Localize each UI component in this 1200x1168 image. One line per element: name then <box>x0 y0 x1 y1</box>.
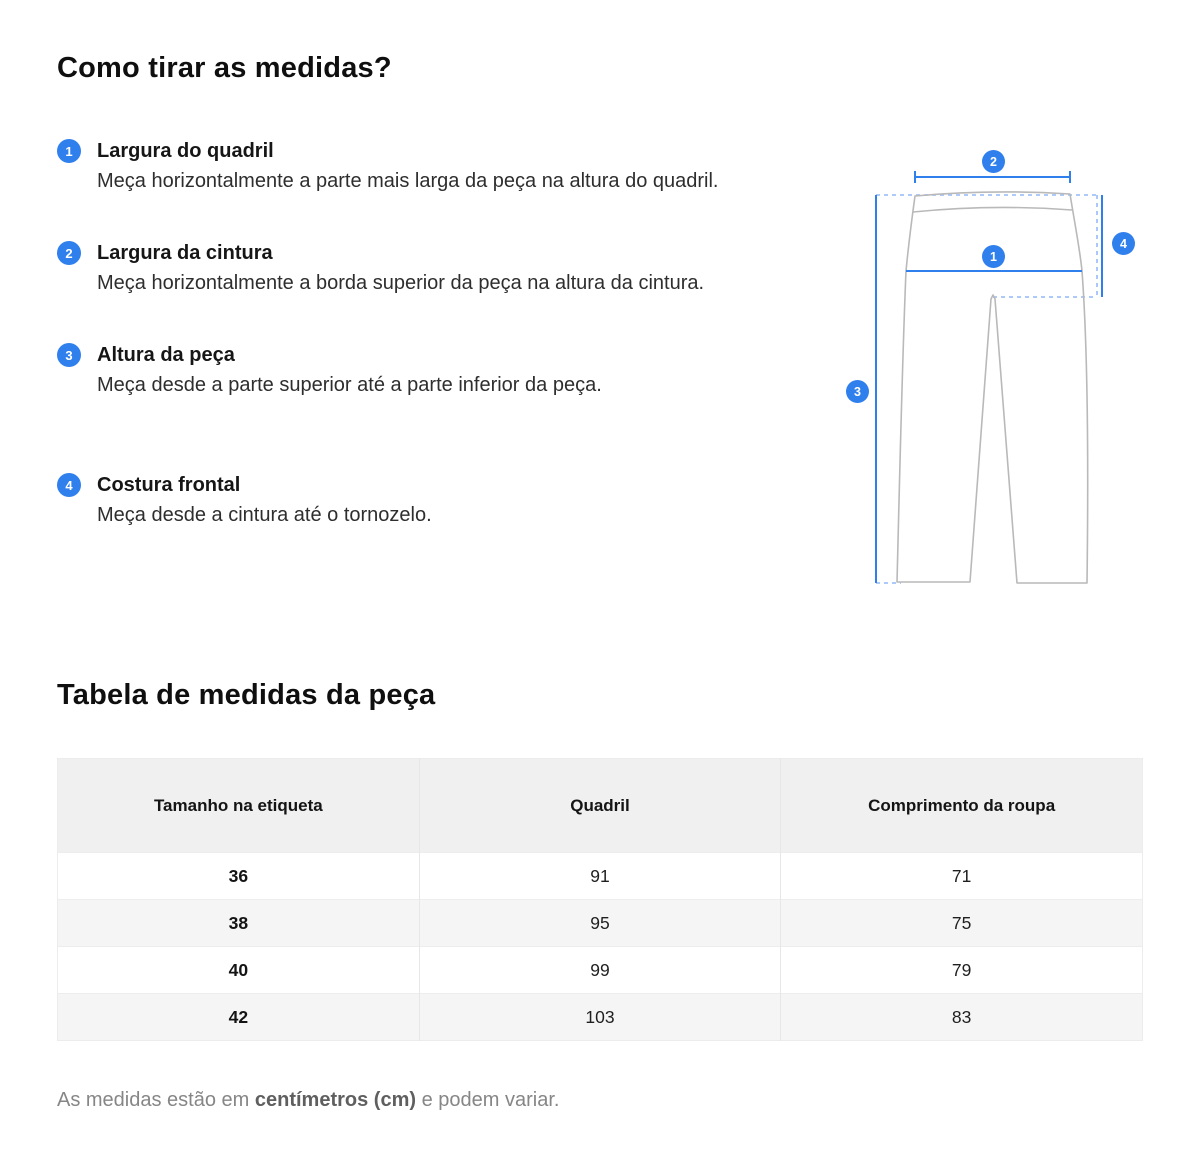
diagram-marker-waist: 2 <box>982 150 1005 173</box>
size-table-row <box>58 947 1143 994</box>
size-table-header-row <box>58 759 1143 853</box>
measure-value-cell: 103 <box>419 994 781 1041</box>
step-number-badge: 3 <box>57 343 81 367</box>
how-to-measure-title: Como tirar as medidas? <box>57 52 392 84</box>
measurement-steps-list <box>57 139 757 529</box>
diagram-marker-height: 3 <box>846 380 869 403</box>
size-table-row <box>58 900 1143 947</box>
size-label-cell: 42 <box>228 1006 249 1027</box>
step-description: Meça horizontalmente a borda superior da peça na altura da cintura. <box>97 272 705 294</box>
size-label-cell: 40 <box>228 959 249 980</box>
step-description: Meça desde a parte superior até a parte inferior da peça. <box>97 374 602 396</box>
measure-value-cell: 75 <box>781 900 1143 947</box>
step-description: Meça desde a cintura até o tornozelo. <box>97 504 432 526</box>
measure-value-cell: 79 <box>781 947 1143 994</box>
size-table-title: Tabela de medidas da peça <box>57 679 436 711</box>
diagram-marker-hip: 1 <box>982 245 1005 268</box>
measure-value-cell: 95 <box>419 900 781 947</box>
units-note-bold: centímetros (cm) <box>254 1089 417 1111</box>
size-table <box>57 758 1143 1041</box>
size-label-cell: 36 <box>228 865 249 886</box>
measure-value-cell: 99 <box>419 947 781 994</box>
step-number-badge: 4 <box>57 473 81 497</box>
measure-value-cell: 91 <box>419 853 781 900</box>
measurement-step <box>57 241 757 297</box>
size-label-cell: 38 <box>228 912 249 933</box>
step-title: Largura da cintura <box>97 242 273 264</box>
step-title: Costura frontal <box>97 474 241 496</box>
size-table-column-header: Comprimento da roupa <box>781 759 1143 853</box>
size-table-column-header: Tamanho na etiqueta <box>58 759 420 853</box>
pants-diagram-svg <box>825 125 1165 605</box>
size-table-row <box>58 994 1143 1041</box>
step-title: Largura do quadril <box>97 140 274 162</box>
measure-value-cell: 83 <box>781 994 1143 1041</box>
measure-value-cell: 71 <box>781 853 1143 900</box>
size-table-container <box>57 758 1143 1041</box>
measurement-step <box>57 473 757 529</box>
units-note-prefix: As medidas estão em <box>57 1089 255 1111</box>
waistband-line <box>913 207 1072 212</box>
measurement-step <box>57 139 757 195</box>
units-note <box>57 1086 559 1114</box>
pants-measurement-diagram <box>825 125 1165 605</box>
step-title: Altura da peça <box>97 344 235 366</box>
step-number-badge: 1 <box>57 139 81 163</box>
size-table-column-header: Quadril <box>419 759 781 853</box>
units-note-suffix: e podem variar. <box>416 1089 560 1111</box>
measurement-step <box>57 343 757 399</box>
diagram-marker-front-seam: 4 <box>1112 232 1135 255</box>
step-number-badge: 2 <box>57 241 81 265</box>
step-description: Meça horizontalmente a parte mais larga da peça na altura do quadril. <box>97 170 719 192</box>
size-table-row <box>58 853 1143 900</box>
